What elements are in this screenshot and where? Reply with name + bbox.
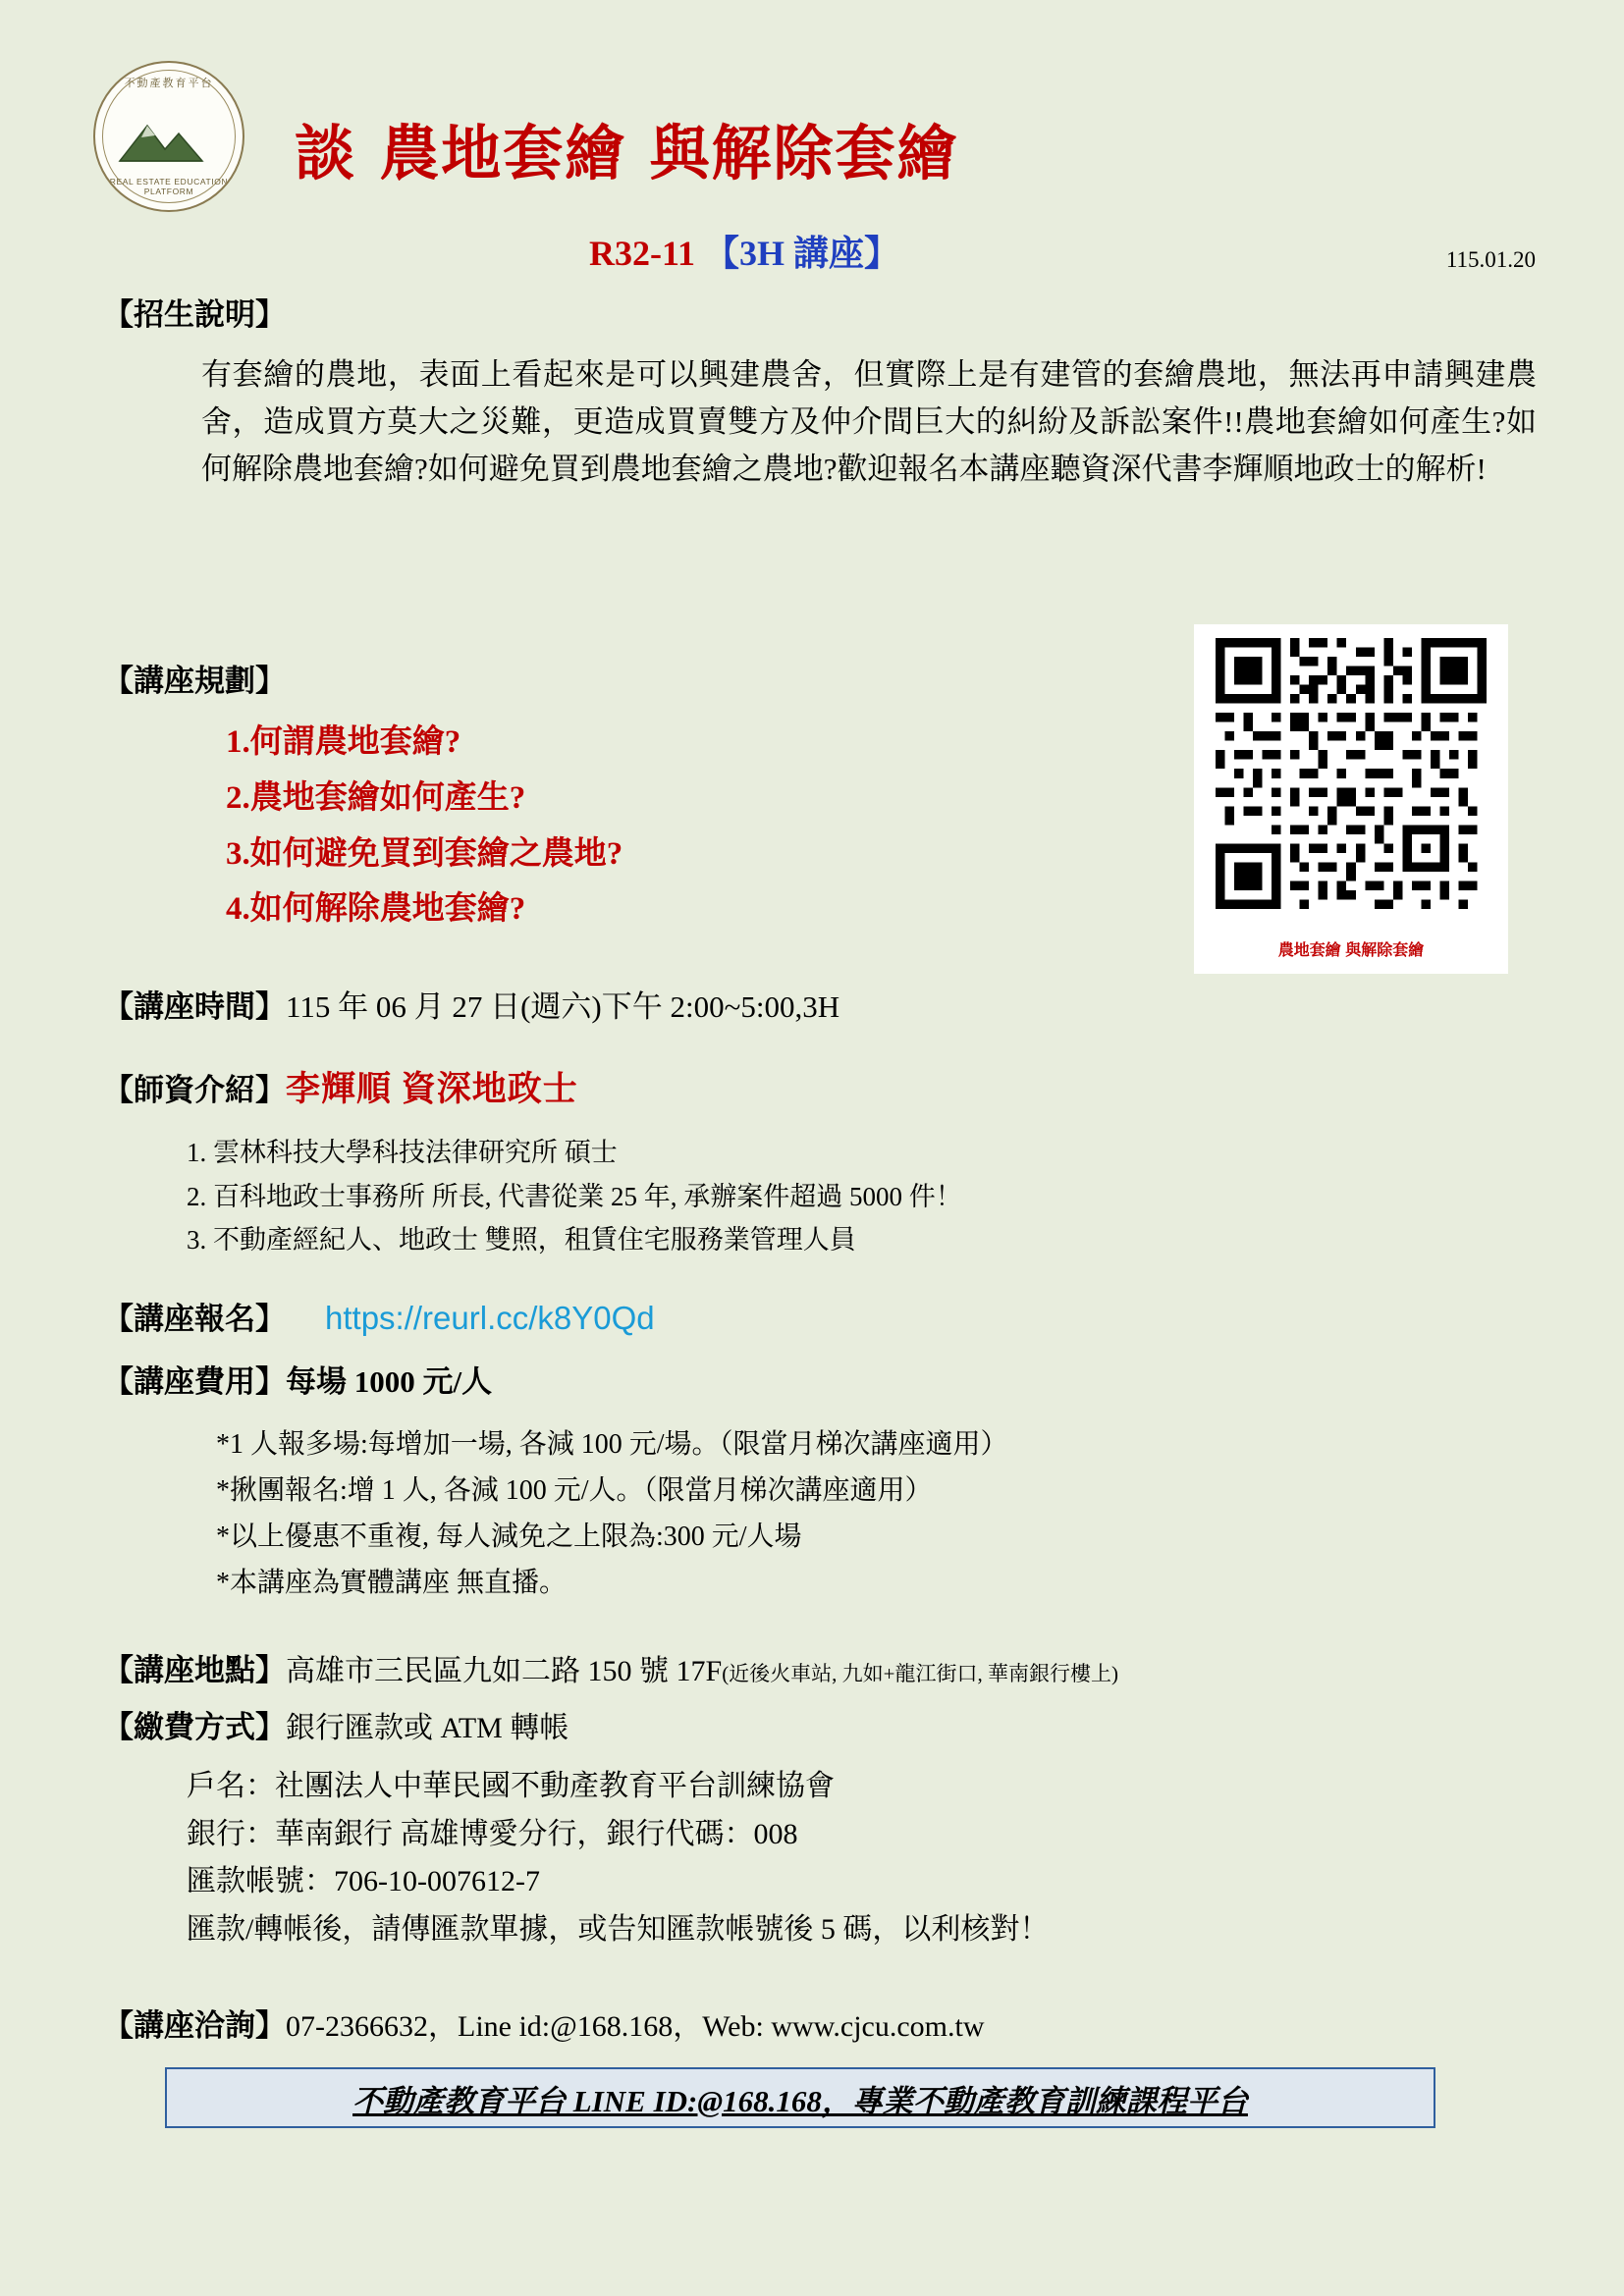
payment-label: 【繳費方式】: [103, 1710, 286, 1744]
place-value-note: (近後火車站, 九如+龍江街口, 華南銀行樓上): [722, 1662, 1119, 1685]
contact-row: [103, 2001, 985, 2045]
list-item: 3. 不動產經紀人、地政士 雙照，租賃住宅服務業管理人員: [187, 1225, 856, 1255]
payment-detail-line: 匯款/轉帳後，請傳匯款單據，或告知匯款帳號後 5 碼，以利核對！: [187, 1912, 1050, 1946]
list-item: 1.何謂農地套繪?: [226, 724, 461, 760]
place-value: 高雄市三民區九如二路 150 號 17F: [286, 1655, 723, 1687]
teacher-label: 【師資介紹】: [103, 1073, 286, 1107]
footer-banner: [165, 2067, 1435, 2128]
time-value: 115 年 06 月 27 日(週六)下午 2:00~5:00,3H: [286, 989, 840, 1024]
mountain-logo-icon: [118, 112, 220, 167]
fee-note: *本講座為實體講座 無直播。: [216, 1568, 568, 1599]
list-item: 4.如何解除農地套繪?: [226, 891, 526, 928]
organization-logo: [93, 61, 244, 212]
signup-label: 【講座報名】: [103, 1302, 286, 1336]
list-item: 2.農地套繪如何產生?: [226, 779, 526, 816]
teacher-name: 李輝順 資深地政士: [286, 1070, 578, 1108]
fee-note: *以上優惠不重複, 每人減免之上限為:300 元/人場: [216, 1522, 802, 1553]
contact-value: 07-2366632，Line id:@168.168，Web: www.cjcu.com.tw: [286, 2010, 985, 2043]
date-stamp: 115.01.20: [1445, 247, 1536, 272]
fee-note: *揪團報名:增 1 人, 各減 100 元/人。（限當月梯次講座適用）: [216, 1475, 933, 1507]
fee-row: [103, 1357, 492, 1401]
plan-section-label: 【講座規劃】: [103, 664, 286, 698]
course-code-line: [589, 226, 899, 276]
contact-label: 【講座洽詢】: [103, 2008, 286, 2043]
header: [0, 0, 1624, 294]
time-label: 【講座時間】: [103, 989, 286, 1024]
qr-code-block: [1194, 624, 1508, 974]
course-code: R32-11: [589, 234, 695, 273]
fee-label: 【講座費用】: [103, 1364, 286, 1399]
logo-top-text: 不動產教育平台: [124, 78, 214, 89]
plan-list: [226, 715, 623, 937]
payment-detail-line: 戶名：社團法人中華民國不動產教育平台訓練協會: [187, 1770, 835, 1802]
place-row: [103, 1645, 1118, 1689]
payment-details: [187, 1763, 1049, 1953]
place-label: 【講座地點】: [103, 1653, 286, 1687]
list-item: 1. 雲林科技大學科技法律研究所 碩士: [187, 1138, 618, 1167]
page-title: 談 農地套繪 與解除套繪: [295, 119, 959, 188]
fee-note: *1 人報多場:每增加一場, 各減 100 元/場。（限當月梯次講座適用）: [216, 1429, 1008, 1460]
payment-detail-line: 銀行：華南銀行 高雄博愛分行，銀行代碼：008: [187, 1817, 798, 1850]
qr-caption: 農地套繪 與解除套繪: [1277, 942, 1425, 959]
time-row: [103, 982, 839, 1026]
payment-detail-line: 匯款帳號：706-10-007612-7: [187, 1865, 540, 1898]
fee-value: 每場 1000 元/人: [286, 1364, 493, 1399]
signup-link[interactable]: https://reurl.cc/k8Y0Qd: [325, 1300, 655, 1336]
intro-paragraph: 有套繪的農地，表面上看起來是可以興建農舍，但實際上是有建管的套繪農地，無法再申請興建農舍，造成買方莫大之災難，更造成買賣雙方及仲介間巨大的糾紛及訴訟案件!!農地套繪如何產生?如何解除農地套繪?如何避免買到農地套繪之農地?歡迎報名本講座聽資深代書李輝順地政士的解析!: [201, 357, 1537, 487]
payment-row: [103, 1702, 568, 1746]
signup-row: [103, 1294, 655, 1338]
fee-notes: [216, 1421, 1008, 1606]
list-item: 3.如何避免買到套繪之農地?: [226, 835, 623, 872]
list-item: 2. 百科地政士事務所 所長, 代書從業 25 年, 承辦案件超過 5000 件！: [187, 1181, 962, 1211]
logo-bottom-text: REAL ESTATE EDUCATION PLATFORM: [109, 177, 229, 196]
footer-text: 不動產教育平台 LINE ID:@168.168，專業不動產教育訓練課程平台: [352, 2083, 1248, 2118]
course-tag: 【3H 講座】: [704, 234, 900, 273]
teacher-credentials-list: [187, 1131, 962, 1262]
intro-section-label: 【招生說明】: [103, 297, 286, 332]
payment-value: 銀行匯款或 ATM 轉帳: [286, 1712, 569, 1744]
teacher-row: [103, 1062, 578, 1111]
qr-code-icon[interactable]: [1216, 638, 1487, 909]
